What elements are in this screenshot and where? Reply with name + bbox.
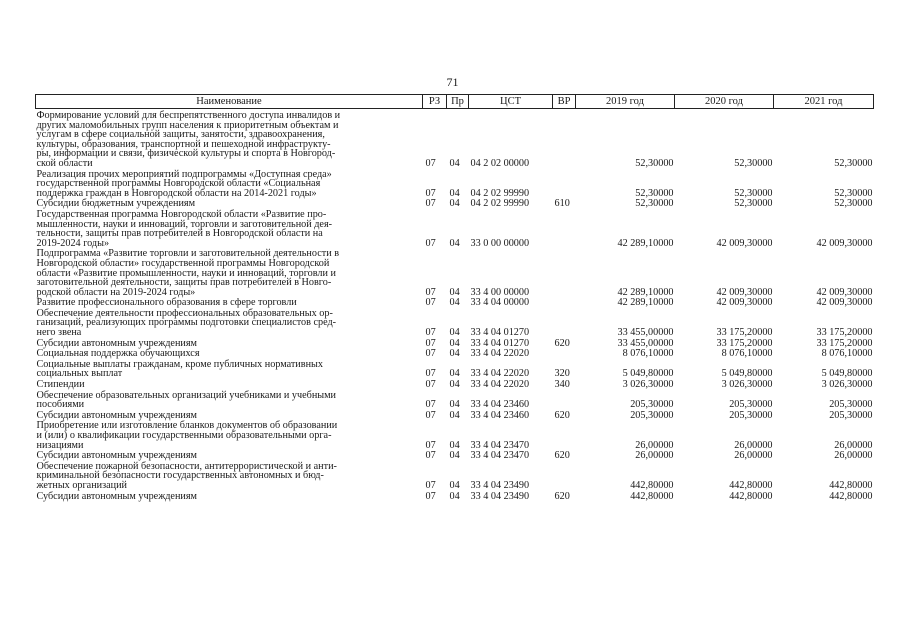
row-name-cell (36, 338, 423, 349)
header-2019: 2019 год (576, 95, 675, 109)
row-vr (553, 461, 576, 491)
row-cst: 04 2 02 00000 (470, 157, 530, 169)
row-name (37, 380, 419, 390)
row-2021: 52,30000 (834, 187, 873, 199)
row-rz: 07 (425, 379, 436, 391)
row-name-line: криминальной безопасности государственных автономных и бюд- (36, 470, 324, 482)
header-row (36, 95, 874, 109)
row-vr (553, 308, 576, 338)
row-name-line: Приобретение или изготовление бланков документов об образовании (36, 420, 338, 432)
row-pr: 04 (449, 337, 460, 349)
table-row (36, 461, 874, 491)
row-vr (553, 297, 576, 308)
row-name-line: Субсидии автономным учреждениям (36, 450, 197, 462)
table-row (36, 379, 874, 390)
row-2019: 442,80000 (630, 490, 674, 502)
row-2020: 33 175,20000 (716, 327, 773, 339)
row-name-cell (36, 169, 423, 199)
row-name-line: низациями (36, 439, 84, 451)
row-rz: 07 (425, 399, 436, 411)
row-pr: 04 (449, 187, 460, 199)
row-rz: 07 (425, 237, 436, 249)
row-name-cell (36, 410, 423, 421)
row-name-line: Реализация прочих мероприятий подпрограммы «Доступная среда» (36, 168, 332, 180)
row-vr (553, 169, 576, 199)
row-name (37, 360, 419, 379)
table-header (36, 95, 874, 109)
row-rz: 07 (425, 157, 436, 169)
row-name-line: жетных организаций (36, 479, 128, 491)
row-2021: 26,00000 (834, 450, 873, 462)
row-rz: 07 (425, 439, 436, 451)
row-2019: 33 455,00000 (617, 337, 674, 349)
row-2021: 42 009,30000 (816, 237, 873, 249)
row-vr: 610 (554, 198, 570, 210)
table-row (36, 410, 874, 421)
row-cst: 33 4 04 01270 (470, 327, 530, 339)
row-vr (553, 209, 576, 248)
row-name-cell (36, 491, 423, 502)
row-cst: 33 4 04 01270 (470, 337, 530, 349)
row-2019: 52,30000 (635, 157, 674, 169)
table-row (36, 450, 874, 461)
row-name-line: культуры, образования, транспортной и пешеходной инфраструкту- (36, 138, 331, 150)
row-2021: 52,30000 (834, 198, 873, 210)
row-name (37, 210, 419, 248)
row-2020: 52,30000 (734, 198, 773, 210)
row-name (37, 462, 419, 491)
row-2019: 42 289,10000 (617, 297, 674, 309)
row-name-line: Развитие профессионального образования в сфере торговли (36, 297, 297, 309)
row-name-cell (36, 198, 423, 209)
row-2021: 8 076,10000 (821, 348, 873, 360)
row-name-line: ганизаций, реализующих программы подготовки специалистов сред- (36, 317, 337, 329)
row-name-cell (36, 109, 423, 169)
row-rz: 07 (425, 479, 436, 491)
row-2020: 26,00000 (734, 450, 773, 462)
row-name-line: мышленности, науки и инноваций, торговли и заготовительной дея- (36, 218, 333, 230)
row-name-line: услугам в сфере социальной защиты, занятости, здравоохранения, (36, 129, 325, 141)
row-name-cell (36, 390, 423, 410)
row-name (37, 411, 419, 421)
row-cst: 33 4 04 23490 (470, 490, 530, 502)
row-name-line: Обеспечение образовательных организаций учебниками и учебными (36, 389, 337, 401)
row-2019: 3 026,30000 (622, 379, 674, 391)
row-pr: 04 (449, 399, 460, 411)
row-2020: 205,30000 (729, 409, 773, 421)
row-name-cell (36, 297, 423, 308)
table-row (36, 198, 874, 209)
row-name-line: заготовительной деятельности, защиты прав потребителей в Новго- (36, 277, 332, 289)
row-2021: 33 175,20000 (816, 327, 873, 339)
row-rz: 07 (425, 297, 436, 309)
row-cst: 33 4 04 23460 (470, 409, 530, 421)
row-name-cell (36, 348, 423, 359)
row-2020: 42 009,30000 (716, 286, 773, 298)
row-name-line: ской области (36, 157, 93, 169)
table-body (36, 109, 874, 502)
row-name-line: пособиями (36, 399, 85, 411)
row-2020: 3 026,30000 (721, 379, 773, 391)
row-rz: 07 (425, 368, 436, 380)
row-2020: 42 009,30000 (716, 297, 773, 309)
row-pr: 04 (449, 237, 460, 249)
table-row (36, 169, 874, 199)
row-name-line: поддержка граждан в Новгородской области на 2014-2021 годы» (36, 187, 317, 199)
row-name (37, 111, 419, 169)
row-name (37, 451, 419, 461)
row-2019: 52,30000 (635, 187, 674, 199)
row-name-line: 2019-2024 годы» (36, 237, 110, 249)
row-name-line: Субсидии автономным учреждениям (36, 337, 197, 349)
row-2021: 205,30000 (829, 409, 873, 421)
row-2021: 33 175,20000 (816, 337, 873, 349)
row-2019: 26,00000 (635, 450, 674, 462)
row-name-cell (36, 461, 423, 491)
row-2019: 33 455,00000 (617, 327, 674, 339)
row-name (37, 492, 419, 502)
budget-table-container (35, 94, 873, 501)
row-pr: 04 (449, 157, 460, 169)
row-name-cell (36, 420, 423, 450)
row-name-line: Субсидии автономным учреждениям (36, 409, 197, 421)
row-vr: 340 (554, 379, 570, 391)
row-name (37, 249, 419, 297)
budget-table (35, 94, 874, 501)
header-rz: РЗ (423, 95, 447, 109)
header-2020: 2020 год (675, 95, 774, 109)
row-pr: 04 (449, 409, 460, 421)
row-name-line: Обеспечение пожарной безопасности, антитеррористической и анти- (36, 460, 337, 472)
row-2020: 26,00000 (734, 439, 773, 451)
table-row (36, 491, 874, 502)
row-name-line: Стипендии (36, 379, 85, 391)
header-name: Наименование (36, 95, 423, 109)
row-2019: 42 289,10000 (617, 286, 674, 298)
row-pr: 04 (449, 450, 460, 462)
row-cst: 33 0 00 00000 (470, 237, 530, 249)
row-2021: 442,80000 (829, 490, 873, 502)
row-2021: 52,30000 (834, 157, 873, 169)
row-cst: 33 4 04 23470 (470, 450, 530, 462)
row-name-line: родской области на 2019-2024 годы» (36, 286, 196, 298)
row-vr (553, 248, 576, 297)
row-2020: 442,80000 (729, 479, 773, 491)
row-cst: 04 2 02 99990 (470, 187, 530, 199)
row-name (37, 298, 419, 308)
row-pr: 04 (449, 348, 460, 360)
row-2019: 5 049,80000 (622, 368, 674, 380)
row-2021: 442,80000 (829, 479, 873, 491)
row-name-line: государственной программы Новгородской области «Социальная (36, 178, 321, 190)
row-name-line: тельности, защиты прав потребителей в Новгородской области на (36, 228, 323, 240)
row-cst: 33 4 00 00000 (470, 286, 530, 298)
row-name-line: Новгородской области» государственной программы Новгородской (36, 257, 330, 269)
row-2021: 42 009,30000 (816, 297, 873, 309)
row-name (37, 391, 419, 410)
row-name-line: Государственная программа Новгородской области «Развитие про- (36, 208, 327, 220)
row-2021: 26,00000 (834, 439, 873, 451)
row-name (37, 170, 419, 199)
row-2021: 5 049,80000 (821, 368, 873, 380)
table-row (36, 348, 874, 359)
row-pr: 04 (449, 379, 460, 391)
row-2020: 442,80000 (729, 490, 773, 502)
row-name-line: области «Развитие промышленности, науки и инноваций, торговли и (36, 267, 336, 279)
row-vr: 620 (554, 337, 570, 349)
header-cst: ЦСТ (469, 95, 553, 109)
row-name-line: него звена (36, 327, 82, 339)
row-rz: 07 (425, 286, 436, 298)
row-rz: 07 (425, 327, 436, 339)
row-name-cell (36, 308, 423, 338)
row-2020: 42 009,30000 (716, 237, 773, 249)
row-name (37, 309, 419, 338)
header-pr: Пр (447, 95, 469, 109)
row-vr: 620 (554, 409, 570, 421)
row-cst: 33 4 04 23460 (470, 399, 530, 411)
row-vr (553, 420, 576, 450)
row-rz: 07 (425, 348, 436, 360)
table-row (36, 209, 874, 248)
row-vr (553, 109, 576, 169)
row-cst: 33 4 04 00000 (470, 297, 530, 309)
row-rz: 07 (425, 187, 436, 199)
table-row (36, 338, 874, 349)
row-2019: 442,80000 (630, 479, 674, 491)
row-2019: 8 076,10000 (622, 348, 674, 360)
row-cst: 33 4 04 23490 (470, 479, 530, 491)
row-2019: 205,30000 (630, 399, 674, 411)
table-row (36, 248, 874, 297)
row-cst: 33 4 04 22020 (470, 348, 530, 360)
row-name-cell (36, 450, 423, 461)
row-rz: 07 (425, 450, 436, 462)
row-cst: 33 4 04 23470 (470, 439, 530, 451)
row-name-cell (36, 379, 423, 390)
table-row (36, 308, 874, 338)
row-pr: 04 (449, 297, 460, 309)
row-vr: 620 (554, 490, 570, 502)
row-rz: 07 (425, 490, 436, 502)
row-name-line: Подпрограмма «Развитие торговли и заготовительной деятельности в (36, 248, 340, 260)
row-name (37, 349, 419, 359)
table-row (36, 297, 874, 308)
row-name-cell (36, 359, 423, 379)
row-cst: 04 2 02 99990 (470, 198, 530, 210)
row-cst: 33 4 04 22020 (470, 368, 530, 380)
page-number: 71 (446, 75, 459, 89)
row-pr: 04 (449, 286, 460, 298)
row-2020: 33 175,20000 (716, 337, 773, 349)
header-2021: 2021 год (774, 95, 874, 109)
row-name-cell (36, 248, 423, 297)
row-rz: 07 (425, 198, 436, 210)
row-rz: 07 (425, 409, 436, 421)
header-vr: ВР (553, 95, 576, 109)
row-pr: 04 (449, 439, 460, 451)
row-name (37, 421, 419, 450)
row-cst: 33 4 04 22020 (470, 379, 530, 391)
row-2019: 205,30000 (630, 409, 674, 421)
row-2021: 42 009,30000 (816, 286, 873, 298)
row-name-line: социальных выплат (36, 368, 123, 380)
row-name-line: Социальные выплаты гражданам, кроме публичных нормативных (36, 358, 323, 370)
row-2019: 42 289,10000 (617, 237, 674, 249)
row-name-line: других маломобильных групп населения к приоритетным объектам и (36, 119, 339, 131)
row-vr (553, 390, 576, 410)
row-2020: 52,30000 (734, 157, 773, 169)
row-name-line: и (или) о квалификации государственными образовательными орга- (36, 430, 332, 441)
row-2020: 8 076,10000 (721, 348, 773, 360)
row-name-line: Субсидии бюджетным учреждениям (36, 198, 196, 210)
row-pr: 04 (449, 327, 460, 339)
row-pr: 04 (449, 368, 460, 380)
row-2020: 5 049,80000 (721, 368, 773, 380)
row-rz: 07 (425, 337, 436, 349)
row-pr: 04 (449, 490, 460, 502)
row-name-cell (36, 209, 423, 248)
row-2020: 52,30000 (734, 187, 773, 199)
table-row (36, 390, 874, 410)
row-2019: 26,00000 (635, 439, 674, 451)
row-pr: 04 (449, 198, 460, 210)
row-name-line: ры, информации и связи, физической культуры и спорта в Новгород- (36, 148, 336, 160)
row-pr: 04 (449, 479, 460, 491)
row-name (37, 199, 419, 209)
row-name-line: Формирование условий для беспрепятственного доступа инвалидов и (36, 110, 341, 121)
row-vr: 320 (554, 368, 570, 380)
table-row (36, 420, 874, 450)
row-2021: 205,30000 (829, 399, 873, 411)
table-row (36, 109, 874, 169)
row-name-line: Социальная поддержка обучающихся (36, 348, 200, 360)
table-row (36, 359, 874, 379)
row-2019: 52,30000 (635, 198, 674, 210)
row-name (37, 339, 419, 349)
row-vr: 620 (554, 450, 570, 462)
row-name-line: Субсидии автономным учреждениям (36, 490, 197, 502)
row-vr (553, 348, 576, 359)
row-2020: 205,30000 (729, 399, 773, 411)
row-2021: 3 026,30000 (821, 379, 873, 391)
row-name-line: Обеспечение деятельности профессиональных образовательных ор- (36, 307, 333, 319)
